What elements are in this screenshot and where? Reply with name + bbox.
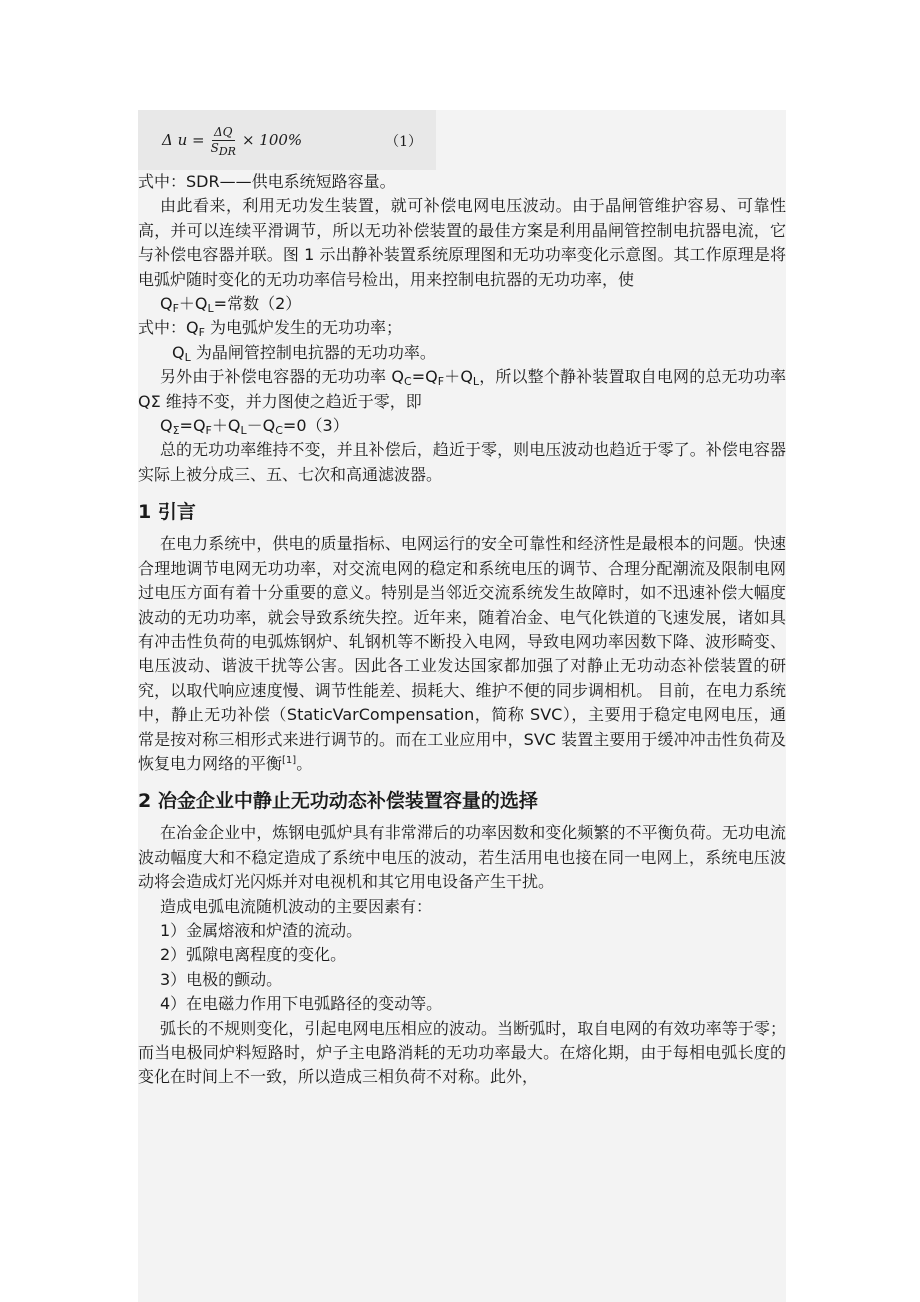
formula-rhs: × 100% [241, 130, 303, 149]
where-qf: 式中：$Q_F$ 为电弧炉发生的无功功率； [138, 318, 403, 340]
list-item: 2）弧隙电离程度的变化。 [160, 945, 347, 965]
intro-paragraph-2: 另外由于补偿电容器的无功功率 $Q_C=Q_F+Q_L$，所以整个静补装置取自电网的总无功功率 QΣ 维持不变，并力图使之趋近于零，即 [138, 367, 786, 411]
section-2-heading: 2 冶金企业中静止无功动态补偿装置容量的选择 [138, 790, 538, 813]
formula-fraction [209, 125, 238, 156]
where-sdr: 式中：SDR——供电系统短路容量。 [138, 172, 396, 191]
formula-1-image [138, 110, 436, 170]
section-1-heading: 1 引言 [138, 501, 196, 524]
intro-paragraph-3: 总的无功功率维持不变，并且补偿后，趋近于零，则电压波动也趋近于零了。补偿电容器实际上被分成三、五、七次和高通滤波器。 [138, 440, 786, 484]
document-page [138, 110, 786, 1302]
formula-lhs: Δ u = [162, 130, 205, 149]
formula-1 [162, 120, 302, 160]
formula-denominator: $S_{DR}$ [210, 140, 236, 158]
section-1-paragraph: 在电力系统中，供电的质量指标、电网运行的安全可靠性和经济性是最根本的问题。快速合理地调节电网无功功率，对交流电网的稳定和系统电压的调节、合理分配潮流及限制电网过电压方面有着十分重要的意义。特别是当邻近交流系统发生故障时，如不迅速补偿大幅度波动的无功功率，就会导致系统失控。近年来，随着冶金、电气化铁道的飞速发展，诸如具有冲击性负荷的电弧炼钢炉、轧钢机等不断投入电网，导致电网功率因数下降、波形畸变、电压波动、谐波干扰等公害。因此各工业发达国家都加强了对静止无功动态补偿装置的研究，以取代响应速度慢、调节性能差、损耗大、维护不便的同步调相机。 目前，在电力系统中，静止无功补偿（StaticVarCompensation，简称 SVC），主要用于稳定电网电压，通常是按对称三相形式来进行调节的。而在工业应用中，SVC 装置主要用于缓冲冲击性负荷及恢复电力网络的平衡[1]。 [138, 534, 786, 773]
section-2-paragraph-3: 弧长的不规则变化，引起电网电压相应的波动。当断弧时，取自电网的有效功率等于零；而当电极同炉料短路时，炉子主电路消耗的无功功率最大。在熔化期，由于每相电弧长度的变化在时间上不一致，所以造成三相负荷不对称。此外， [138, 1018, 786, 1087]
intro-paragraph-1: 由此看来，利用无功发生装置，就可补偿电网电压波动。由于晶闸管维护容易、可靠性高，并可以连续平滑调节，所以无功补偿装置的最佳方案是利用晶闸管控制电抗器电流，它与补偿电容器并联。图 1 示出静补装置系统原理图和无功功率变化示意图。其工作原理是将电弧炉随时变化的无功功率信号检出，用来控制电抗器的无功功率，使 [138, 196, 786, 289]
equation-3: $Q_\Sigma=Q_F+Q_L-Q_C=0(3)$ [160, 416, 349, 438]
list-item: 4）在电磁力作用下电弧路径的变动等。 [160, 994, 443, 1014]
section-2-paragraph-2: 造成电弧电流随机波动的主要因素有： [160, 896, 433, 916]
section-2-paragraph-1: 在冶金企业中，炼钢电弧炉具有非常滞后的功率因数和变化频繁的不平衡负荷。无功电流波动幅度大和不稳定造成了系统中电压的波动，若生活用电也接在同一电网上，系统电压波动将会造成灯光闪烁并对电视机和其它用电设备产生干扰。 [138, 823, 786, 892]
formula-number: （1） [385, 134, 422, 150]
equation-2: $Q_F+Q_L=$常数（2） [160, 294, 302, 316]
where-ql: $Q_L$ 为晶闸管控制电抗器的无功功率。 [172, 342, 436, 364]
formula-numerator: ΔQ [214, 124, 233, 139]
list-item: 1）金属熔液和炉渣的流动。 [160, 920, 363, 940]
list-item: 3）电极的颤动。 [160, 969, 283, 989]
reference-marker[interactable]: [1] [282, 754, 297, 766]
